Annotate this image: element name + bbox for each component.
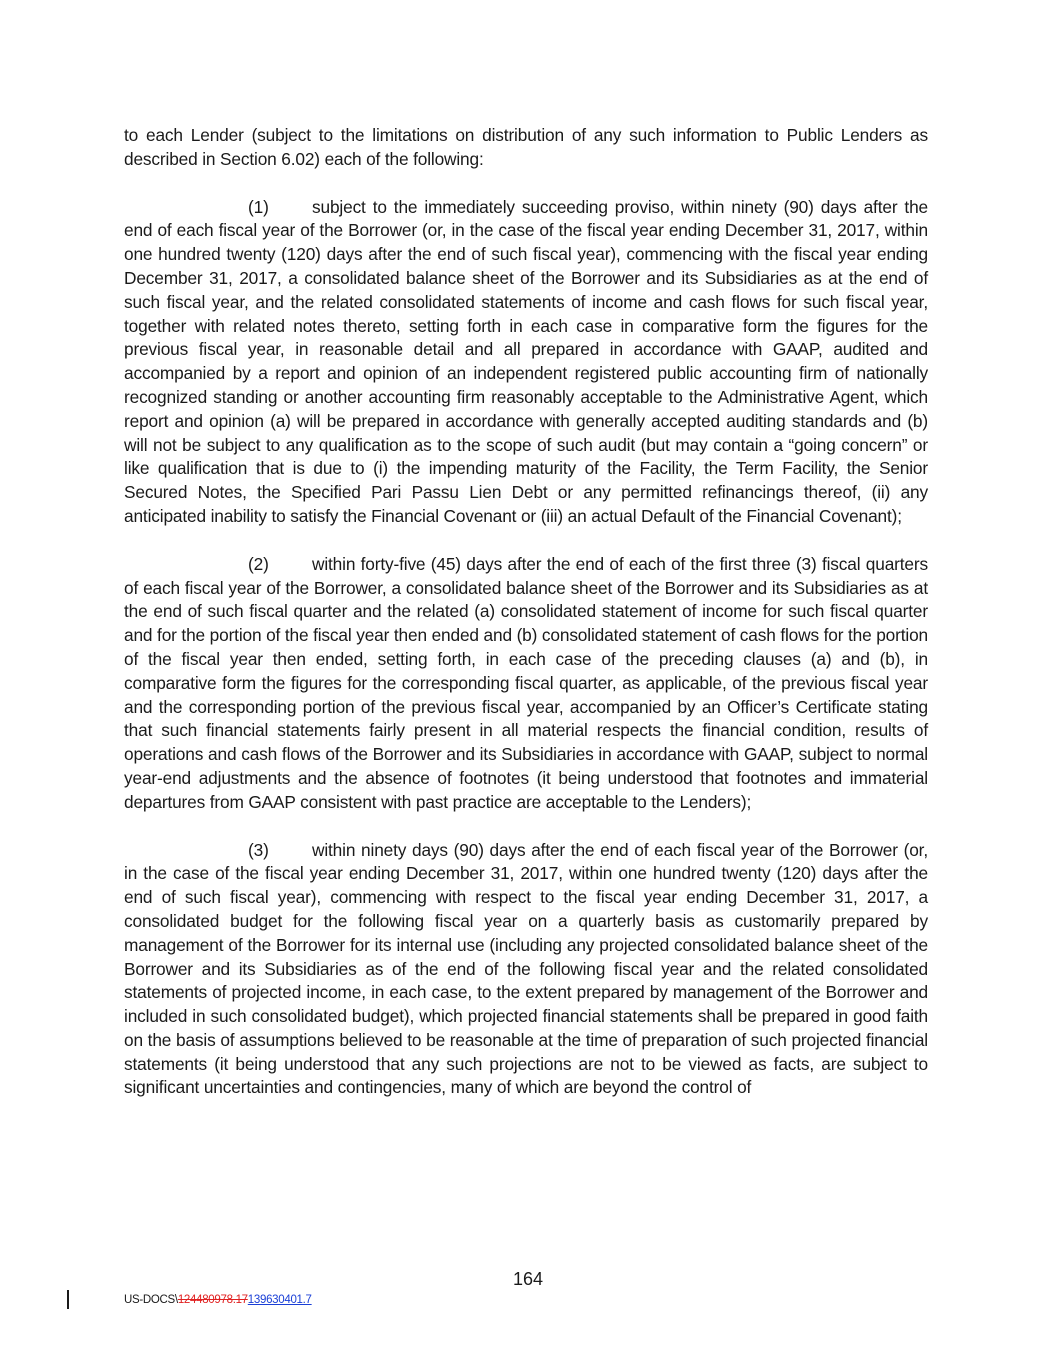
list-item [124,553,928,815]
item-text: subject to the immediately succeeding proviso, within ninety (90) days after the end of each fiscal year of the Borrower (or, in the case of the fiscal year ending December 31, 2017, within one hundred twenty (120) days after the end of such fiscal year), commencing with the fiscal year ending December 31, 2017, a consolidated balance sheet of the Borrower and its Subsidiaries as at the end of such fiscal year, and the related consolidated statements of income and cash flows for such fiscal year, together with related notes thereto, setting forth in each case in comparative form the figures for the previous fiscal year, in reasonable detail and all prepared in accordance with GAAP, audited and accompanied by a report and opinion of an independent registered public accounting firm of nationally recognized standing or another accounting firm reasonably acceptable to the Administrative Agent, which report and opinion (a) will be prepared in accordance with generally accepted auditing standards and (b) will not be subject to any qualification as to the scope of such audit (but may contain a “going concern” or like qualification that is due to (i) the impending maturity of the Facility, the Term Facility, the Senior Secured Notes, the Specified Pari Passu Lien Debt or any permitted refinancings thereof, (ii) any anticipated inability to satisfy the Financial Covenant or (iii) an actual Default of the Financial Covenant); [124,196,928,526]
doc-prefix: US-DOCS\ [124,1294,178,1306]
item-number: (1) [248,196,269,217]
inserted-reference: 139630401.7 [247,1294,312,1306]
page-number: 164 [512,1269,544,1289]
item-text: within ninety days (90) days after the end of each fiscal year of the Borrower (or, in the case of the fiscal year ending December 31, 2017, within one hundred twenty (120) days after the end of such fiscal year), commencing with respect to the fiscal year ending December 31, 2017, a consolidated budget for the following fiscal year on a quarterly basis as customarily prepared by management of the Borrower for its internal use (including any projected consolidated balance sheet of the Borrower and its Subsidiaries as of the end of the following fiscal year and the related consolidated statements of projected income, in each case, to the extent prepared by management of the Borrower and included in such consolidated budget), which projected financial statements shall be prepared in good faith on the basis of assumptions believed to be reasonable at the time of preparation of such projected financial statements (it being understood that any such projections are not to be viewed as facts, are subject to significant uncertainties and contingencies, many of which are beyond the control of [124,839,928,1098]
document-id-footer [124,1294,312,1306]
item-text: within forty-five (45) days after the end of each of the first three (3) fiscal quarters of each fiscal year of the Borrower, a consolidated balance sheet of the Borrower and its Subsidiaries as at the end of such fiscal quarter and the related (a) consolidated statement of income for such fiscal quarter and for the portion of the fiscal year then ended and (b) consolidated statement of cash flows for the portion of the fiscal year then ended, setting forth, in each case of the preceding clauses (a) and (b), in comparative form the figures for the corresponding fiscal quarter, as applicable, of the previous fiscal year and the corresponding portion of the previous fiscal year, accompanied by an Officer’s Certificate stating that such financial statements fairly present in all material respects the financial condition, results of operations and cash flows of the Borrower and its Subsidiaries in accordance with GAAP, subject to normal year-end adjustments and the absence of footnotes (it being understood that footnotes and immaterial departures from GAAP consistent with past practice are acceptable to the Lenders); [124,553,928,812]
item-number: (3) [248,839,269,860]
deleted-reference: 124480978.17 [177,1294,248,1306]
list-item [124,196,928,529]
item-number: (2) [248,553,269,574]
change-bar [67,1290,69,1309]
intro-paragraph: to each Lender (subject to the limitations on distribution of any such information to Public Lenders as described in Section 6.02) each of the following: [124,125,928,169]
document-body [124,124,928,1124]
list-item [124,839,928,1101]
